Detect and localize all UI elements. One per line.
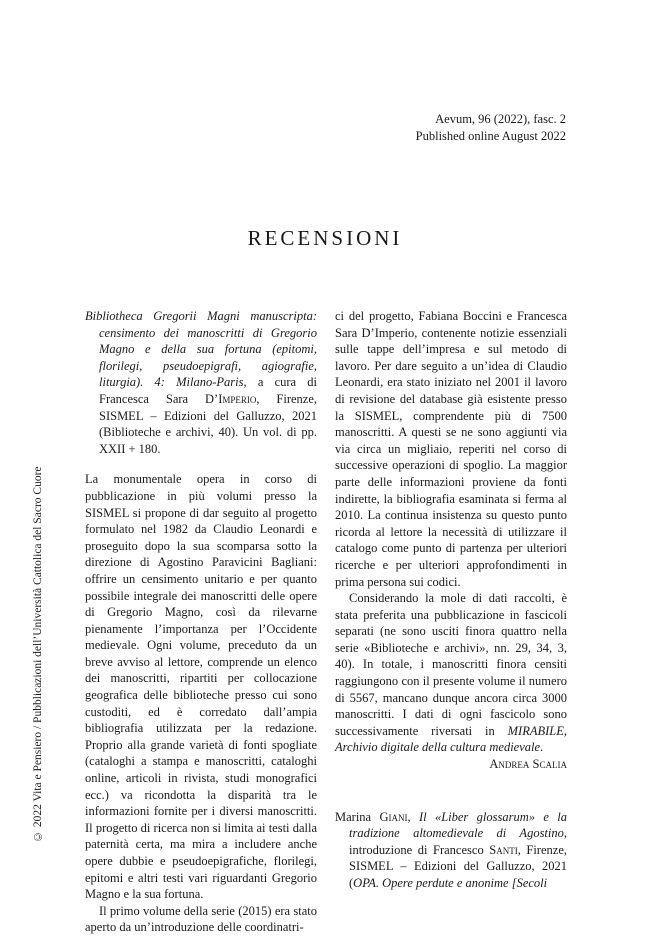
review1-paragraph-3 [335,590,567,756]
review1-publication-details: , Firenze, SISMEL – Edizioni del Galluzzo, 2021 (Biblioteche e archivi, 40). Un vol. di pp. XXII + 180. [99,391,317,456]
review1-paragraph-2-start: Il primo volume della serie (2015) era stato aperto da un’introduzione delle coordinatri- [85,903,317,935]
review2-separator: , [407,809,419,824]
review1-editor-surname: Imperio [218,391,257,406]
journal-header [416,111,566,145]
review2-author-surname: Giani [379,809,408,824]
review2-author-first: Marina [335,809,380,824]
right-column [335,308,567,906]
review1-paragraph-2-end: ci del progetto, Fabiana Boccini e Francesca Sara D’Imperio, contenente notizie essenziali sulle tappe dell’impresa e sul metodo di lavoro. Per dare seguito a un’idea di Claudio Leonardi, era stato iniziato nel 2001 il lavoro di revisione del database già esistente presso la SISMEL, comprendente più di 7500 manoscritti. A questi se ne sono aggiunti via via circa un migliaio, reperiti nel corso di successive operazioni di spoglio. La maggior parte delle informazioni proviene da fonti indirette, la bibliografia esaminata si ferma al 2010. La continua insistenza su questo punto ricorda al lettore la necessità di utilizzare il catalogo come punto di partenza per ulteriori ricerche e per ulteriori approfondimenti in prima persona sui codici. [335,309,567,589]
review2-book-title: Il «Liber glossarum» e la tradizione altomedievale di Agostino [349,809,567,841]
review2-intro-surname: Santi [489,842,518,857]
review1-bibliographic-entry [85,308,317,457]
review2-publication-details: , Firenze, SISMEL – Edizioni del Galluzzo, 2021 ( [349,842,567,890]
review1-signature: Andrea Scalia [489,757,567,772]
review2-intro-prefix: , introduzione di Francesco [349,826,567,857]
publication-date: Published online August 2022 [415,129,566,143]
side-copyright: © 2022 Vita e Pensiero / Pubblicazioni dell’Università Cattolica del Sacro Cuore [32,466,44,842]
review1-paragraph-1: La monumentale opera in corso di pubblicazione in più volumi presso la SISMEL si propone di dar seguito al progetto formulato nel 1982 da Claudio Leonardi e proseguito dopo la sua scomparsa sotto la direzione di Agostino Paravicini Bagliani: offrire un censimento unitario e per quanto possibile integrale dei manoscritti delle opere di Gregorio Magno, così da rilevarne pienamente l’importanza per l’Occidente medievale. Ogni volume, preceduto da un breve avviso al lettore, comprende un elenco dei manoscritti, ripartiti per collocazione geografica delle biblioteche presso cui sono custoditi, ed è corredato dall’ampia bibliografia utilizzata per la redazione. Proprio alla grande varietà di fonti spogliate (cataloghi a stampa e manoscritti, cataloghi online, articoli in rivista, studi monografici ecc.) va ricondotta la disparità tra le informazioni fornite per i diversi manoscritti. Il progetto di ricerca non si limita ai testi dalla paternità certa, ma mira a includere anche opere dubbie e pseudoepigrafiche, florilegi, epitomi e altri testi vari riguardanti Gregorio Magno e la sua fortuna. [85,472,317,902]
mirabile-archive-title: MIRABILE, Archivio digitale della cultura medievale [335,723,567,755]
left-column [85,308,317,936]
review2-series-title: OPA. Opere perdute e anonime [Secoli [353,876,548,890]
review-separator [335,773,567,809]
journal-citation: Aevum, 96 (2022), fasc. 2 [435,112,566,126]
section-title: RECENSIONI [247,226,403,250]
review1-book-title: Bibliotheca Gregorii Magni manuscripta: censimento dei manoscritti di Gregorio Magno e della sua fortuna (epitomi, florilegi, pseudoepigrafi, agiografie, liturgia). 4: Milano-Paris [85,309,317,390]
review1-paragraph-3-end: . [540,740,544,755]
review2-bibliographic-entry [335,809,567,892]
review1-paragraph-3-text: Considerando la mole di dati raccolti, è stata preferita una pubblicazione in fascicoli separati (ne sono usciti finora quattro nella serie «Biblioteche e archivi», nn. 29, 34, 3, 40). In totale, i manoscritti finora censiti raggiungono con il presente volume il numero di 5567, mancano dunque ancora circa 3000 manoscritti. I dati di ogni fascicolo sono successivamente riversati in [335,591,567,738]
review1-editor-prefix: , a cura di Francesca Sara D’ [99,375,317,406]
